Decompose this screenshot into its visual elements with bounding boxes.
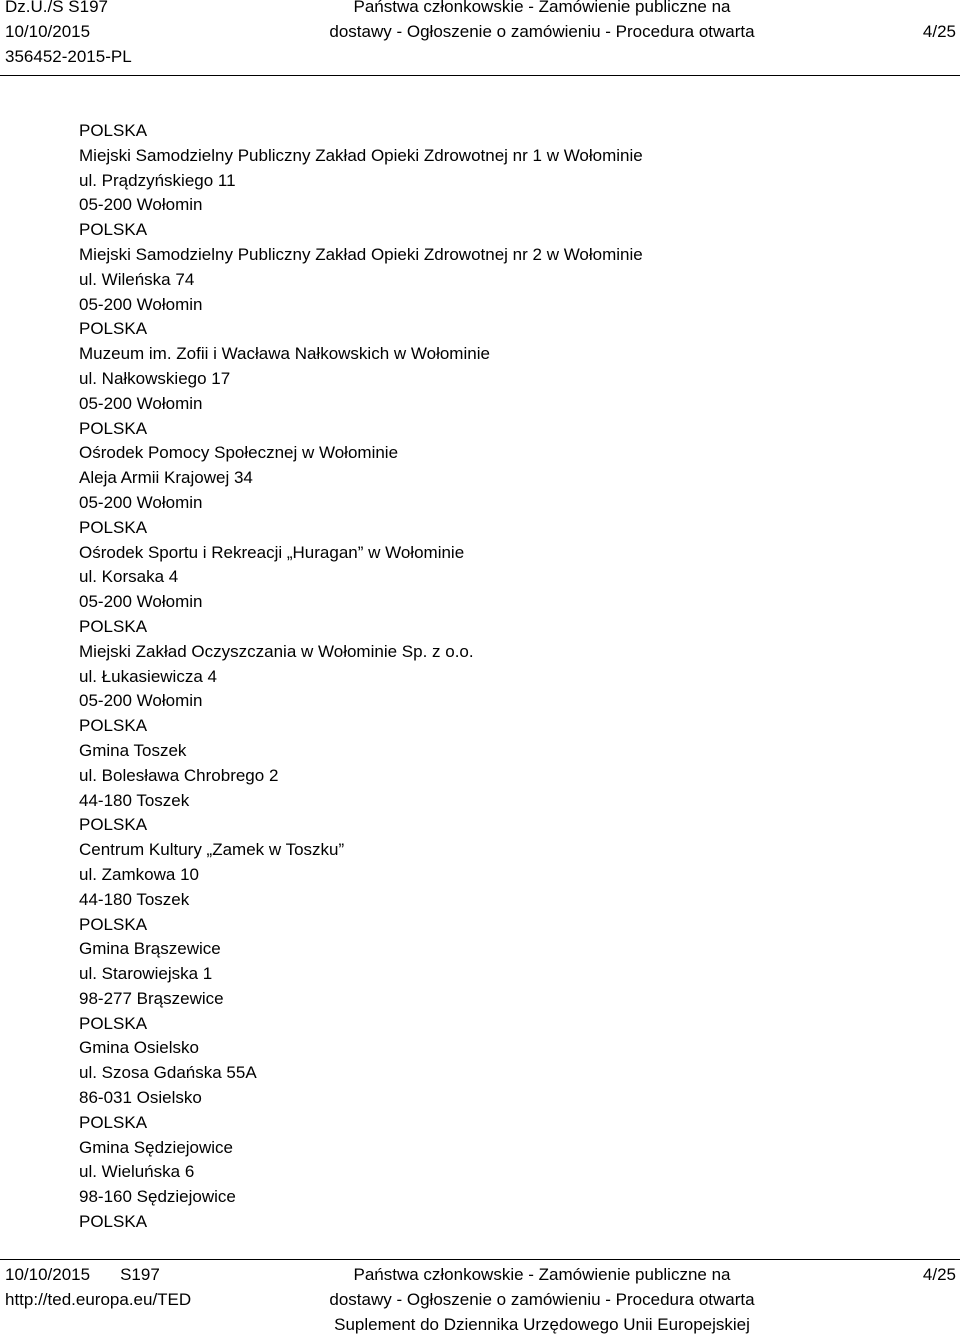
content-line: 44-180 Toszek xyxy=(79,889,190,909)
footer-reference xyxy=(5,1262,191,1312)
content-line: ul. Korsaka 4 xyxy=(79,567,179,587)
content-line: ul. Zamkowa 10 xyxy=(79,864,199,884)
footer-supplement: Suplement do Dziennika Urzędowego Unii Europejskiej xyxy=(334,1315,750,1334)
footer-url-link[interactable]: http://ted.europa.eu/TED xyxy=(5,1290,192,1309)
footer-title xyxy=(310,1262,774,1337)
content-line: ul. Szosa Gdańska 55A xyxy=(79,1063,257,1083)
content-line: Gmina Osielsko xyxy=(79,1038,199,1058)
footer-page-number xyxy=(923,1262,956,1287)
content-line: 98-277 Brąszewice xyxy=(79,988,224,1008)
content-line: POLSKA xyxy=(79,220,148,240)
content-line: POLSKA xyxy=(79,517,148,537)
content-line: 05-200 Wołomin xyxy=(79,195,203,215)
document-body xyxy=(79,119,919,1235)
header-reference xyxy=(5,0,132,69)
content-line: POLSKA xyxy=(79,1112,148,1132)
content-line: 05-200 Wołomin xyxy=(79,691,203,711)
content-line: POLSKA xyxy=(79,616,148,636)
content-line: ul. Wieluńska 6 xyxy=(79,1162,195,1182)
content-line: POLSKA xyxy=(79,121,148,140)
content-line: 05-200 Wołomin xyxy=(79,492,203,512)
content-line: Gmina Toszek xyxy=(79,740,187,760)
content-line: Aleja Armii Krajowej 34 xyxy=(79,468,253,488)
content-line: POLSKA xyxy=(79,815,148,835)
content-line: 44-180 Toszek xyxy=(79,790,190,810)
footer-divider xyxy=(0,1259,960,1260)
content-line: Miejski Samodzielny Publiczny Zakład Opieki Zdrowotnej nr 2 w Wołominie xyxy=(79,244,643,264)
header-title xyxy=(310,0,774,44)
header-date: 10/10/2015 xyxy=(5,22,91,41)
content-line: 05-200 Wołomin xyxy=(79,294,203,314)
footer-title-line-2: dostawy - Ogłoszenie o zamówieniu - Procedura otwarta xyxy=(329,1290,755,1309)
content-line: ul. Prądzyńskiego 11 xyxy=(79,170,236,190)
content-line: Ośrodek Sportu i Rekreacji „Huragan” w Wołominie xyxy=(79,542,465,562)
content-line: Miejski Zakład Oczyszczania w Wołominie Sp. z o.o. xyxy=(79,641,474,661)
content-line: 98-160 Sędziejowice xyxy=(79,1187,236,1207)
content-line: Muzeum im. Zofii i Wacława Nałkowskich w Wołominie xyxy=(79,344,490,364)
content-line: ul. Łukasiewicza 4 xyxy=(79,666,217,686)
content-line: 86-031 Osielsko xyxy=(79,1088,202,1108)
header-journal-ref: Dz.U./S S197 xyxy=(5,0,108,16)
footer-date: 10/10/2015 xyxy=(5,1265,91,1284)
content-line: Miejski Samodzielny Publiczny Zakład Opieki Zdrowotnej nr 1 w Wołominie xyxy=(79,145,643,165)
content-line: Gmina Sędziejowice xyxy=(79,1137,234,1157)
header-page-number xyxy=(923,0,956,44)
content-line: POLSKA xyxy=(79,914,148,934)
content-line: Ośrodek Pomocy Społecznej w Wołominie xyxy=(79,443,399,463)
content-line: 05-200 Wołomin xyxy=(79,592,203,612)
content-line: Centrum Kultury „Zamek w Toszku” xyxy=(79,840,345,860)
content-line: POLSKA xyxy=(79,716,148,736)
header-title-line-1: Państwa członkowskie - Zamówienie publiczne na xyxy=(353,0,731,16)
content-line: POLSKA xyxy=(79,1212,148,1232)
content-line: POLSKA xyxy=(79,418,148,438)
footer-page: 4/25 xyxy=(922,1265,956,1284)
content-line: POLSKA xyxy=(79,319,148,339)
content-line: Gmina Brąszewice xyxy=(79,939,221,959)
content-line: ul. Starowiejska 1 xyxy=(79,964,213,984)
content-line: ul. Nałkowskiego 17 xyxy=(79,368,231,388)
footer-title-line-1: Państwa członkowskie - Zamówienie publiczne na xyxy=(353,1265,731,1284)
content-line: ul. Bolesława Chrobrego 2 xyxy=(79,765,279,785)
header-divider xyxy=(0,75,960,76)
content-line: 05-200 Wołomin xyxy=(79,393,203,413)
content-line: POLSKA xyxy=(79,1013,148,1033)
header-page: 4/25 xyxy=(922,22,956,41)
header-notice-number: 356452-2015-PL xyxy=(5,47,132,66)
footer-issue: S197 xyxy=(120,1265,160,1284)
content-line: ul. Wileńska 74 xyxy=(79,269,195,289)
header-title-line-2: dostawy - Ogłoszenie o zamówieniu - Procedura otwarta xyxy=(329,22,755,41)
